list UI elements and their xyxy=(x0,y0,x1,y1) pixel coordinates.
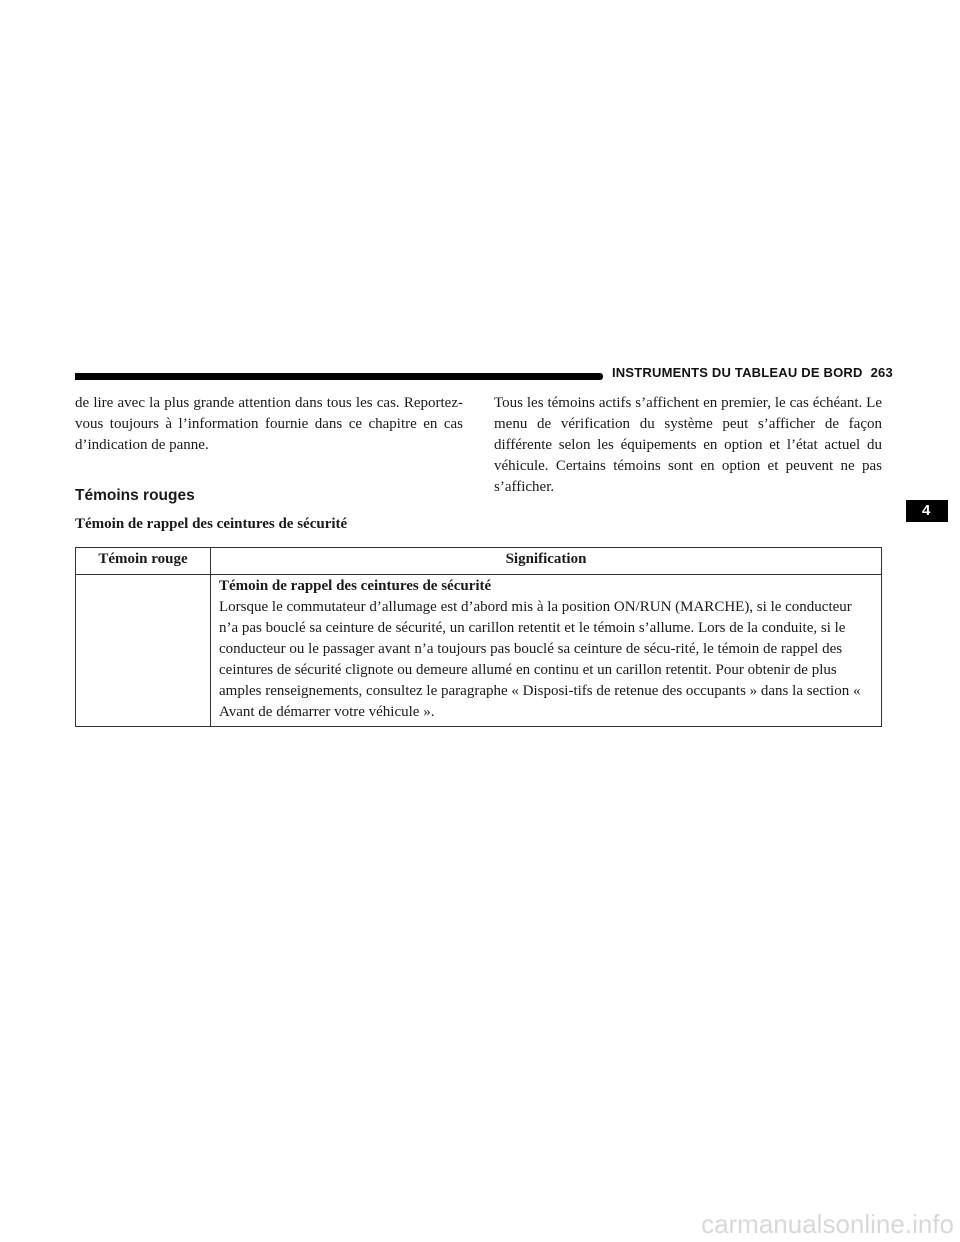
table-row xyxy=(76,575,882,727)
table-header-row xyxy=(76,548,882,575)
chapter-tab: 4 xyxy=(906,500,948,522)
meaning-text: Lorsque le commutateur d’allumage est d’abord mis à la position ON/RUN (MARCHE), si le conducteur n’a pas bouclé sa ceinture de sécurité, un carillon retentit et le témoin s’allume. Lors de la conduite, si le conducteur ou le passager avant n’a toujours pas bouclé sa ceinture de sécu-rité, le témoin de rappel des ceintures de sécurité clignote ou demeure allumé en continu et un carillon retentit. Pour obtenir de plus amples renseignements, consultez le paragraphe « Disposi-tifs de retenue des occupants » dans la section « Avant de démarrer votre véhicule ». xyxy=(219,599,861,720)
left-column xyxy=(75,393,463,456)
header-title: INSTRUMENTS DU TABLEAU DE BORD xyxy=(612,365,863,380)
page-number: 263 xyxy=(870,365,893,380)
subheading: Témoin de rappel des ceintures de sécurité xyxy=(75,516,348,532)
meaning-cell xyxy=(211,575,882,727)
header-meaning: Signification xyxy=(211,548,882,575)
indicator-table xyxy=(75,547,882,727)
watermark: carmanualsonline.info xyxy=(701,1209,954,1239)
header-indicator: Témoin rouge xyxy=(76,548,211,575)
section-heading: Témoins rouges xyxy=(75,487,195,504)
running-header xyxy=(612,365,893,380)
indicator-cell xyxy=(76,575,211,727)
meaning-title: Témoin de rappel des ceintures de sécurité xyxy=(219,578,492,594)
left-paragraph: de lire avec la plus grande attention dans tous les cas. Reportez-vous toujours à l’information fournie dans ce chapitre en cas d’indication de panne. xyxy=(75,395,463,453)
right-column xyxy=(494,393,882,498)
right-paragraph: Tous les témoins actifs s’affichent en premier, le cas échéant. Le menu de vérification du système peut s’afficher de façon différente selon les équipements en option et l’état actuel du véhicule. Certains témoins sont en option et peuvent ne pas s’afficher. xyxy=(494,395,882,495)
header-rule xyxy=(75,373,603,380)
